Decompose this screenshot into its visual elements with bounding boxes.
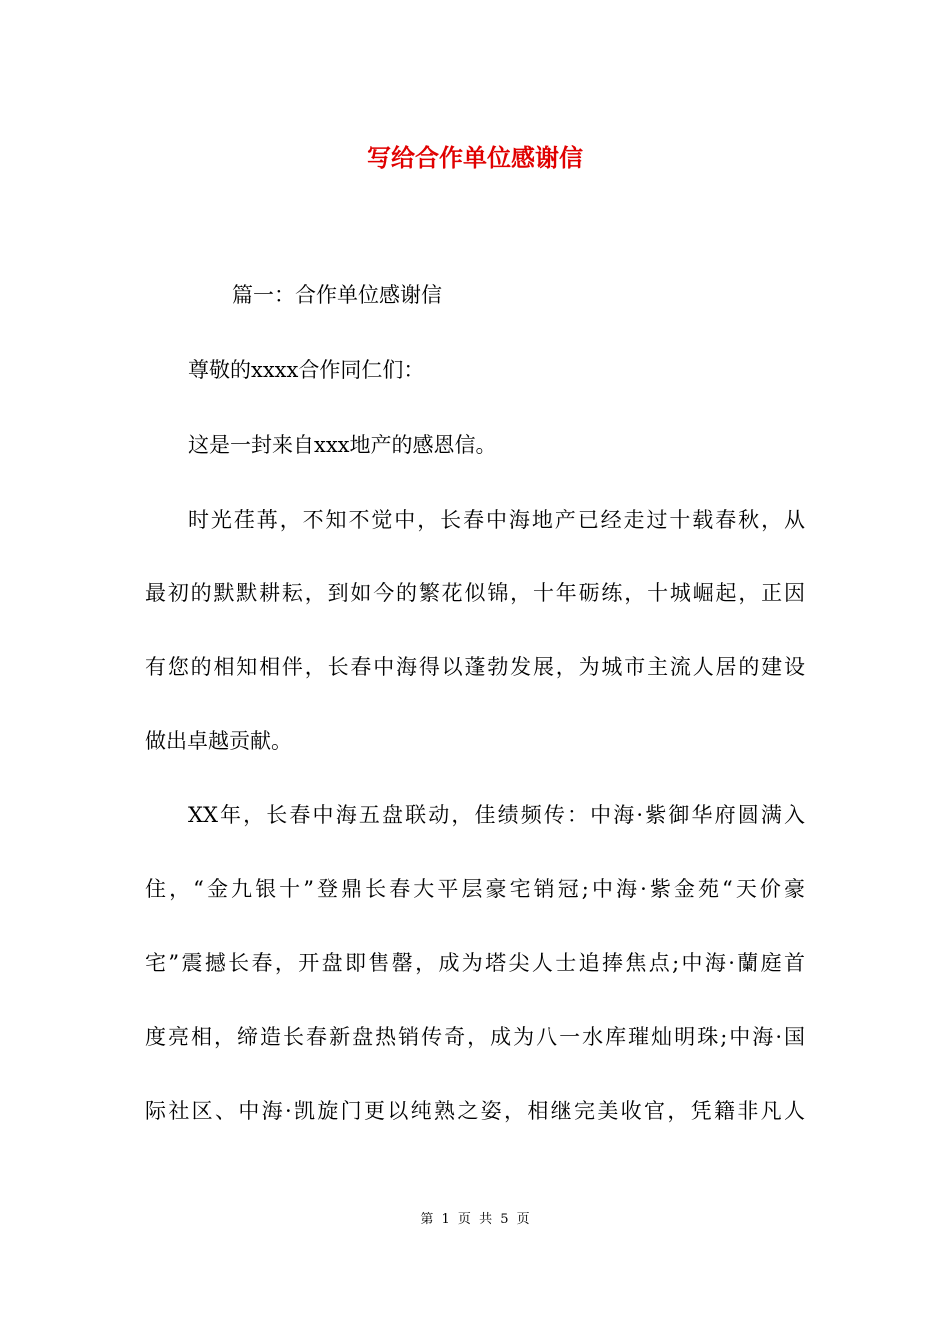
paragraph-line: 度亮相，缔造长春新盘热销传奇，成为八一水库璀灿明珠;中海·国 (145, 1025, 805, 1049)
section-heading: 篇一：合作单位感谢信 (232, 283, 442, 307)
footer-total-word: 共 (479, 1212, 493, 1227)
paragraph-line: 住，“金九银十”登鼎长春大平层豪宅销冠;中海·紫金苑“天价豪 (145, 877, 805, 901)
paragraph-line: 时光荏苒，不知不觉中，长春中海地产已经走过十载春秋，从 (188, 508, 805, 532)
paragraph-line: 有您的相知相伴，长春中海得以蓬勃发展，为城市主流人居的建设 (145, 655, 805, 679)
document-title: 写给合作单位感谢信 (367, 143, 583, 172)
salutation: 尊敬的xxxx合作同仁们： (188, 358, 425, 382)
paragraph-line: 做出卓越贡献。 (145, 729, 292, 753)
page-number-footer (0, 1208, 950, 1227)
footer-suffix: 页 (516, 1212, 530, 1227)
paragraph-line: 宅”震撼长春，开盘即售罄，成为塔尖人士追捧焦点;中海·蘭庭首 (145, 951, 805, 975)
paragraph-line: 际社区、中海·凯旋门更以纯熟之姿，相继完美收官，凭籍非凡人 (145, 1099, 805, 1123)
footer-page-word: 页 (457, 1212, 471, 1227)
paragraph-line: 最初的默默耕耘，到如今的繁花似锦，十年砺练，十城崛起，正因 (145, 581, 805, 605)
paragraph-line: XX年，长春中海五盘联动，佳绩频传：中海·紫御华府圆满入 (188, 803, 805, 827)
footer-total-pages: 5 (500, 1212, 509, 1227)
paragraph-line: 这是一封来自xxx地产的感恩信。 (188, 433, 497, 457)
footer-current-page: 1 (441, 1212, 450, 1227)
footer-prefix: 第 (420, 1212, 434, 1227)
